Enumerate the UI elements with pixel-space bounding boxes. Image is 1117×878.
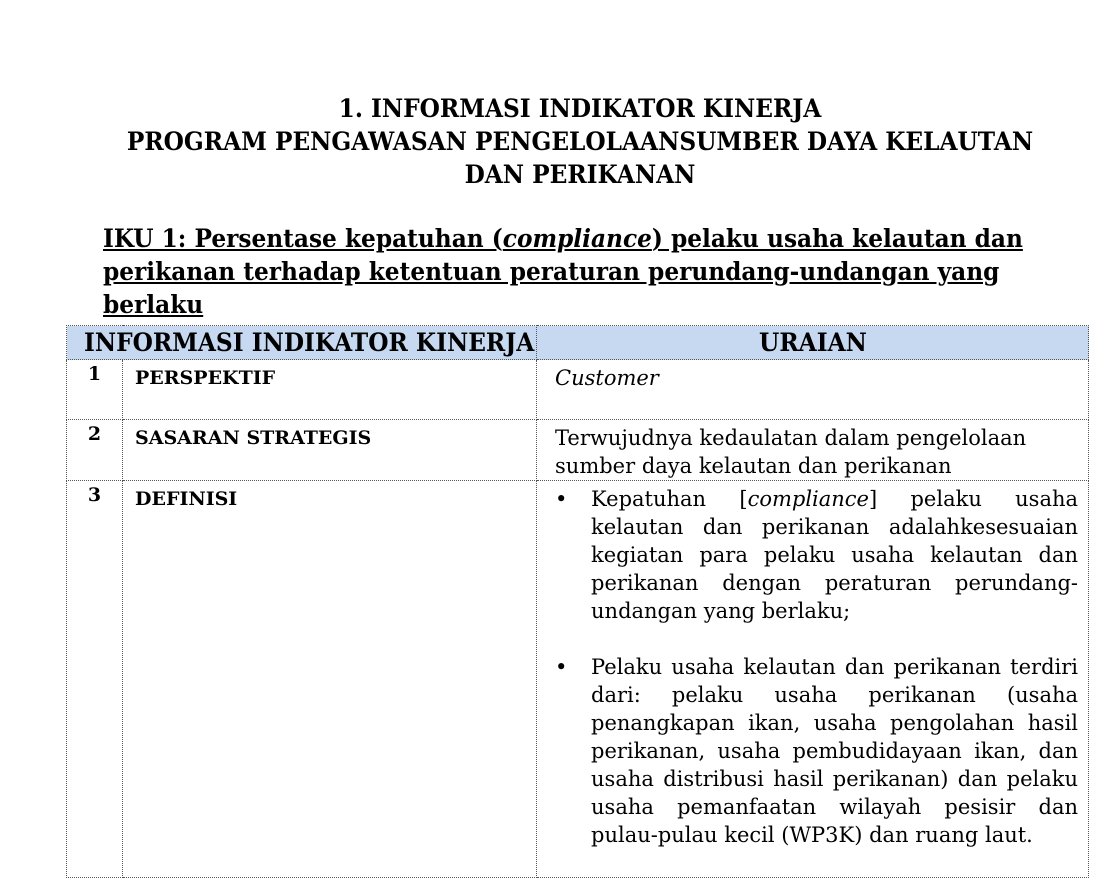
row-value <box>537 481 1089 878</box>
value-line: sumber daya kelautan dan perikanan <box>555 454 952 478</box>
definition-bullet: • Kepatuhan [compliance] pelaku usaha kelautan dan perikanan adalahkesesuaian kegiatan para pelaku usaha kelautan dan perikanan dengan peraturan perundang-undangan yang berlaku; <box>555 485 1078 625</box>
iku-prefix: IKU 1: Persentase kepatuhan ( <box>103 224 503 253</box>
iku-italic-term: compliance <box>502 224 652 253</box>
row-label: PERSPEKTIF <box>123 360 537 420</box>
row-label: SASARAN STRATEGIS <box>123 420 537 481</box>
indicator-table <box>66 325 1089 878</box>
header-info-indikator: INFORMASI INDIKATOR KINERJA <box>67 326 537 360</box>
iku-heading-line-2: perikanan terhadap ketentuan peraturan perundang-undangan yang <box>103 257 1000 286</box>
definition-list <box>555 485 1078 849</box>
row-label: DEFINISI <box>123 481 537 878</box>
row-value <box>537 420 1089 481</box>
header-uraian: URAIAN <box>537 326 1089 360</box>
iku-heading-line-1 <box>103 222 1023 255</box>
row-number: 2 <box>67 420 123 481</box>
title-line-1: 1. INFORMASI INDIKATOR KINERJA <box>338 94 822 123</box>
row-value: Customer <box>537 360 1089 420</box>
iku-heading-line-3: berlaku <box>103 290 204 319</box>
document-title <box>41 92 1117 191</box>
table-header-row <box>67 326 1089 360</box>
definition-bullet: • Pelaku usaha kelautan dan perikanan terdiri dari: pelaku usaha perikanan (usaha penangkapan ikan, usaha pengolahan hasil perikanan, usaha pembudidayaan ikan, dan usaha distribusi hasil perikanan) dan pelaku usaha pemanfaatan wilayah pesisir dan pulau-pulau kecil (WP3K) dan ruang laut. <box>555 653 1078 849</box>
row-number: 3 <box>67 481 123 878</box>
row-number: 1 <box>67 360 123 420</box>
italic-term: compliance <box>747 487 869 511</box>
table-row <box>67 420 1089 481</box>
title-line-3: DAN PERIKANAN <box>464 160 696 189</box>
value-line: Terwujudnya kedaulatan dalam pengelolaan <box>555 426 1027 450</box>
iku-suffix: ) pelaku usaha kelautan dan <box>651 224 1023 253</box>
table-row <box>67 481 1089 878</box>
table-row <box>67 360 1089 420</box>
title-line-2: PROGRAM PENGAWASAN PENGELOLAANSUMBER DAYA KELAUTAN <box>126 127 1034 156</box>
iku-heading <box>103 222 1023 321</box>
